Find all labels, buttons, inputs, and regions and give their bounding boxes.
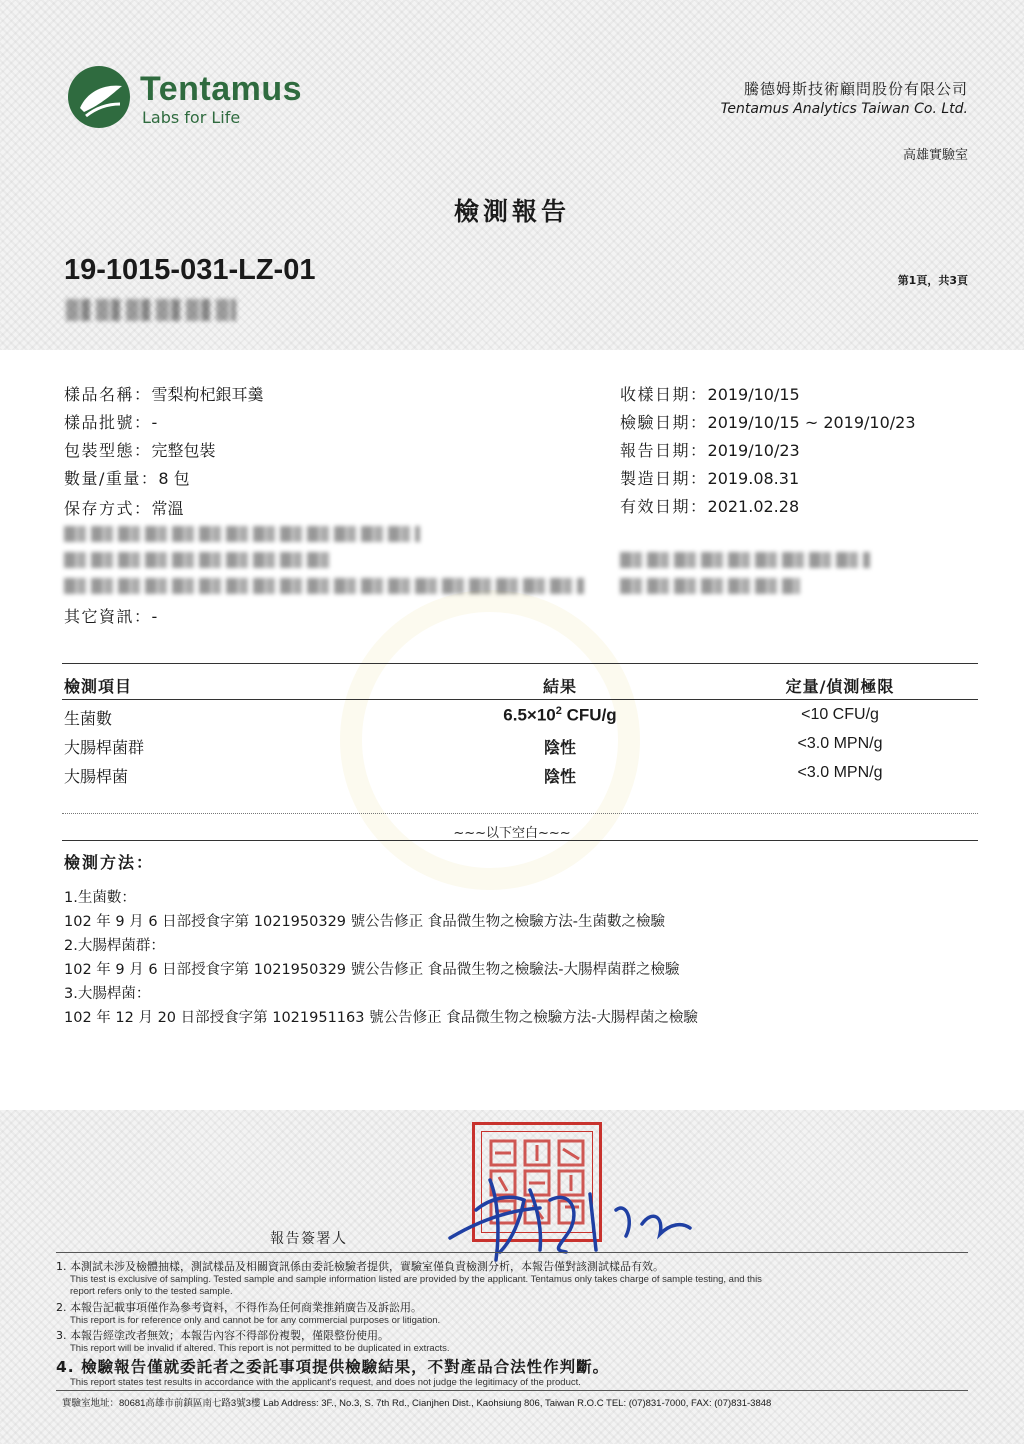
test-date-label: 檢驗日期： <box>620 413 708 432</box>
note-1-en: report refers only to the tested sample. <box>70 1286 233 1297</box>
row-limit-total-plate: <10 CFU/g <box>801 706 879 723</box>
note-4-en: This report states test results in accordance with the applicant's request, and does not judge the legitimacy of the product. <box>70 1377 581 1388</box>
client-name-redacted <box>66 299 236 321</box>
result-base: 6.5×10 <box>503 705 556 725</box>
row-result-ecoli: 陰性 <box>543 767 576 786</box>
sample-name-value: 雪梨枸杞銀耳羹 <box>151 385 264 404</box>
footer-rule <box>56 1390 968 1391</box>
method-line: 1.生菌數： <box>64 890 136 906</box>
redacted-line <box>64 578 584 594</box>
company-name-zh: 騰德姆斯技術顧問股份有限公司 <box>743 80 968 98</box>
header-test-item: 檢測項目 <box>64 677 133 696</box>
row-result-total-plate <box>440 705 680 726</box>
received-date-row <box>620 382 800 405</box>
sample-name-label: 樣品名稱： <box>64 385 152 404</box>
note-1-zh: 1. 本測試未涉及檢體抽樣，測試樣品及相關資訊係由委託檢驗者提供，實驗室僅負責檢測分析，本報告僅對該測試樣品有效。 <box>56 1260 664 1273</box>
report-title: 檢測報告 <box>453 197 570 226</box>
company-name-en: Tentamus Analytics Taiwan Co. Ltd. <box>720 101 968 117</box>
redacted-line <box>620 578 800 594</box>
note-4-zh: 4. 檢驗報告僅就委託者之委託事項提供檢驗結果，不對產品合法性作判斷。 <box>56 1358 610 1376</box>
note-1-en: This test is exclusive of sampling. Tested sample and sample information listed are provided by the applicant. Tentamus only takes charge of sample testing, and this <box>70 1274 762 1285</box>
other-info-value: - <box>151 607 158 626</box>
row-limit-coliforms: <3.0 MPN/g <box>797 735 883 752</box>
note-2-en: This report is for reference only and cannot be for any commercial purposes or litigation. <box>70 1315 441 1326</box>
table-dotted-rule <box>62 813 978 814</box>
expiry-date-row <box>620 494 799 517</box>
quantity-row <box>64 466 190 489</box>
notes-rule <box>56 1252 968 1253</box>
batch-value: - <box>151 413 158 432</box>
test-date-row <box>620 410 916 433</box>
redacted-line <box>64 526 420 542</box>
row-item-ecoli: 大腸桿菌 <box>64 767 129 786</box>
method-line: 102 年 9 月 6 日部授食字第 1021950329 號公告修正 食品微生物之檢驗法-大腸桿菌群之檢驗 <box>64 962 680 978</box>
quantity-value: 8 包 <box>158 469 190 488</box>
storage-row <box>64 496 184 519</box>
storage-label: 保存方式： <box>64 499 152 518</box>
brand-tagline: Labs for Life <box>142 108 241 127</box>
method-line: 3.大腸桿菌： <box>64 986 151 1002</box>
manufacture-date-label: 製造日期： <box>620 469 708 488</box>
other-info-label: 其它資訊： <box>64 607 152 626</box>
redacted-line <box>620 552 870 568</box>
note-2-zh: 2. 本報告記載事項僅作為參考資料，不得作為任何商業推銷廣告及訴訟用。 <box>56 1301 422 1314</box>
header-limit: 定量/偵測極限 <box>785 677 895 696</box>
received-date-value: 2019/10/15 <box>707 385 800 404</box>
table-bottom-rule <box>62 840 978 841</box>
manufacture-date-row <box>620 466 799 489</box>
received-date-label: 收樣日期： <box>620 385 708 404</box>
package-row <box>64 438 216 461</box>
page-info: 第1頁，共3頁 <box>897 274 968 287</box>
test-date-value: 2019/10/15 ~ 2019/10/23 <box>707 413 916 432</box>
row-limit-ecoli: <3.0 MPN/g <box>797 764 883 781</box>
report-date-row <box>620 438 800 461</box>
header-result: 結果 <box>542 677 577 696</box>
note-3-zh: 3. 本報告經塗改者無效；本報告內容不得部份複製，僅限整份使用。 <box>56 1329 389 1342</box>
quantity-label: 數量/重量： <box>64 469 159 488</box>
batch-row <box>64 410 157 433</box>
table-header-rule <box>62 699 978 700</box>
note-3-en: This report will be invalid if altered. This report is not permitted to be duplicated in extracts. <box>70 1343 450 1354</box>
methods-title: 檢測方法： <box>64 853 155 872</box>
result-exponent: 2 <box>555 705 562 717</box>
method-line: 102 年 9 月 6 日部授食字第 1021950329 號公告修正 食品微生物之檢驗方法-生菌數之檢驗 <box>64 914 665 930</box>
tentamus-leaf-logo <box>66 64 132 130</box>
sample-name-row <box>64 382 264 405</box>
report-number: 19-1015-031-LZ-01 <box>64 254 316 286</box>
row-item-coliforms: 大腸桿菌群 <box>64 738 145 757</box>
expiry-date-value: 2021.02.28 <box>707 497 800 516</box>
expiry-date-label: 有效日期： <box>620 497 708 516</box>
row-item-total-plate: 生菌數 <box>64 709 113 728</box>
table-top-rule <box>62 663 978 664</box>
manufacture-date-value: 2019.08.31 <box>707 469 800 488</box>
package-value: 完整包裝 <box>151 441 216 460</box>
redacted-line <box>64 552 334 568</box>
report-date-label: 報告日期： <box>620 441 708 460</box>
method-line: 102 年 12 月 20 日部授食字第 1021951163 號公告修正 食品微生物之檢驗方法-大腸桿菌之檢驗 <box>64 1010 698 1026</box>
brand-name: Tentamus <box>140 70 303 108</box>
lab-address: 實驗室地址：80681高雄市前鎮區南七路3號3樓 Lab Address: 3F., No.3, S. 7th Rd., Cianjhen Dist., Kaohsiung 806, Taiwan R.O.C TEL: (07)831-7000, FAX: (07)831-3848 <box>62 1398 772 1409</box>
lab-name: 高雄實驗室 <box>902 148 968 163</box>
result-unit: CFU/g <box>561 705 617 725</box>
storage-value: 常溫 <box>151 499 184 518</box>
row-result-coliforms: 陰性 <box>543 738 576 757</box>
method-line: 2.大腸桿菌群： <box>64 938 165 954</box>
signer-label: 報告簽署人 <box>270 1231 348 1247</box>
blank-below-marker: ~~~以下空白~~~ <box>453 826 571 841</box>
report-date-value: 2019/10/23 <box>707 441 800 460</box>
batch-label: 樣品批號： <box>64 413 152 432</box>
header-background-pattern <box>0 0 1024 350</box>
other-info-row <box>64 604 157 627</box>
package-label: 包裝型態： <box>64 441 152 460</box>
